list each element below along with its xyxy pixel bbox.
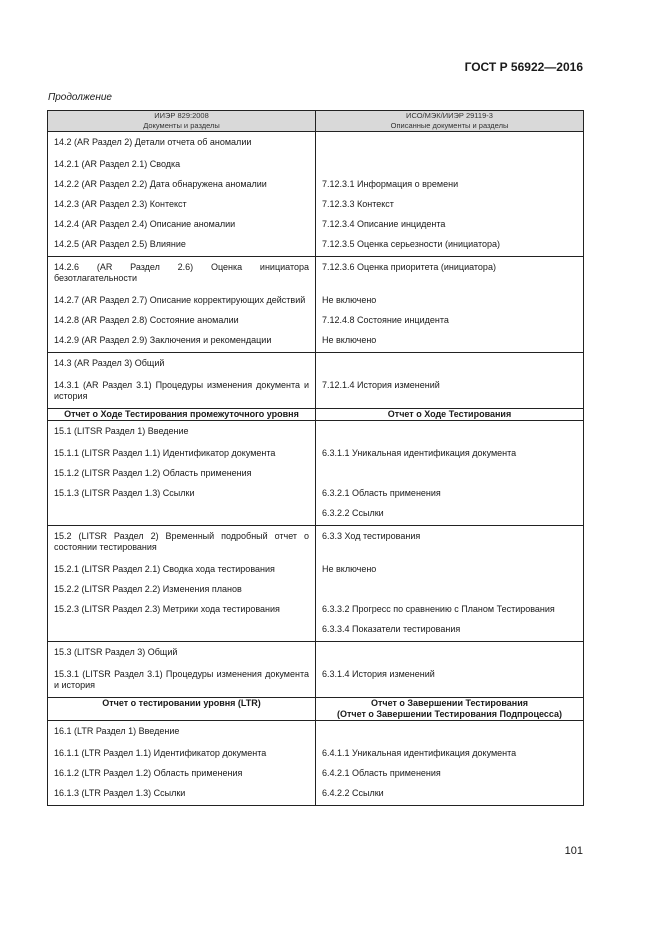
ieee-cell xyxy=(48,642,316,698)
entry: 14.2.5 (AR Раздел 2.5) Влияние xyxy=(54,239,186,249)
entry: 15.1.1 (LITSR Раздел 1.1) Идентификатор документа xyxy=(54,448,276,458)
entry xyxy=(316,642,583,666)
iso-cell xyxy=(316,642,584,698)
column-header-line: Документы и разделы xyxy=(143,121,220,130)
entry: 6.3.3 Ход тестирования xyxy=(322,531,421,541)
entry: 14.2.3 (AR Раздел 2.3) Контекст xyxy=(54,199,187,209)
entry: 6.3.1.1 Уникальная идентификация документа xyxy=(322,448,517,458)
correspondence-table xyxy=(47,110,584,806)
entry: 6.3.3.2 Прогресс по сравнению с Планом Тестирования xyxy=(322,604,555,614)
continuation-label: Продолжение xyxy=(48,92,112,103)
ieee-cell xyxy=(48,526,316,642)
section-heading: Отчет о Завершении Тестирования xyxy=(370,698,528,708)
ieee-cell xyxy=(48,132,316,257)
table-header-row xyxy=(48,111,584,132)
column-header-ieee xyxy=(48,111,316,132)
entry xyxy=(48,505,315,525)
entry: 6.3.1.4 История изменений xyxy=(322,669,435,679)
entry: 14.2.4 (AR Раздел 2.4) Описание аномалии xyxy=(54,219,236,229)
entry: 15.1.3 (LITSR Раздел 1.3) Ссылки xyxy=(54,488,195,498)
entry: 15.2.1 (LITSR Раздел 2.1) Сводка хода тестирования xyxy=(54,564,275,574)
entry: 6.3.2.2 Ссылки xyxy=(322,508,384,518)
entry: 15.1 (LITSR Раздел 1) Введение xyxy=(54,426,189,436)
entry: Не включено xyxy=(322,564,377,574)
ieee-cell xyxy=(48,721,316,806)
entry: 7.12.3.4 Описание инцидента xyxy=(322,219,446,229)
table-row xyxy=(48,257,584,353)
entry: 16.1.1 (LTR Раздел 1.1) Идентификатор документа xyxy=(54,748,267,758)
ieee-cell xyxy=(48,353,316,409)
entry: 7.12.4.8 Состояние инцидента xyxy=(322,315,449,325)
page-number: 101 xyxy=(564,845,583,857)
entry: Не включено xyxy=(322,335,377,345)
ieee-cell xyxy=(48,698,316,721)
entry: 15.3.1 (LITSR Раздел 3.1) Процедуры изменения документа и история xyxy=(54,669,309,690)
table-row xyxy=(48,421,584,526)
entry: 6.3.2.1 Область применения xyxy=(322,488,441,498)
ieee-cell xyxy=(48,409,316,421)
entry: 15.2.3 (LITSR Раздел 2.3) Метрики хода тестирования xyxy=(54,604,280,614)
entry: 16.1.3 (LTR Раздел 1.3) Ссылки xyxy=(54,788,186,798)
entry: 6.4.1.1 Уникальная идентификация документа xyxy=(322,748,517,758)
entry: 7.12.1.4 История изменений xyxy=(322,380,440,390)
entry xyxy=(316,156,583,176)
entry: 15.2 (LITSR Раздел 2) Временный подробный отчет о состоянии тестирования xyxy=(54,531,309,552)
iso-cell xyxy=(316,409,584,421)
entry xyxy=(316,581,583,601)
section-heading: Отчет о Ходе Тестирования xyxy=(387,409,512,419)
table-body xyxy=(48,132,584,806)
table-row xyxy=(48,353,584,409)
entry: 14.2.2 (AR Раздел 2.2) Дата обнаружена аномалии xyxy=(54,179,267,189)
section-heading: Отчет о тестировании уровня (LTR) xyxy=(102,698,261,708)
ieee-cell xyxy=(48,421,316,526)
section-heading: Отчет о Ходе Тестирования промежуточного уровня xyxy=(64,409,299,419)
section-heading-row xyxy=(48,698,584,721)
column-header-line: ИСО/МЭК/ИИЭР 29119-3 xyxy=(406,111,493,120)
entry: 7.12.3.5 Оценка серьезности (инициатора) xyxy=(322,239,501,249)
entry: 7.12.3.1 Информация о времени xyxy=(322,179,459,189)
entry: 16.1 (LTR Раздел 1) Введение xyxy=(54,726,180,736)
entry: 7.12.3.3 Контекст xyxy=(322,199,394,209)
iso-cell xyxy=(316,132,584,257)
entry: 14.2.6 (AR Раздел 2.6) Оценка инициатора безотлагательности xyxy=(54,262,309,283)
ieee-cell xyxy=(48,257,316,353)
entry: 6.4.2.2 Ссылки xyxy=(322,788,384,798)
table-row xyxy=(48,526,584,642)
entry: 6.4.2.1 Область применения xyxy=(322,768,441,778)
iso-cell xyxy=(316,421,584,526)
iso-cell xyxy=(316,698,584,721)
section-heading-row xyxy=(48,409,584,421)
iso-cell xyxy=(316,526,584,642)
entry: 14.2.7 (AR Раздел 2.7) Описание корректирующих действий xyxy=(54,295,306,305)
table-row xyxy=(48,642,584,698)
iso-cell xyxy=(316,353,584,409)
iso-cell xyxy=(316,721,584,806)
entry: 7.12.3.6 Оценка приоритета (инициатора) xyxy=(322,262,496,272)
entry xyxy=(316,721,583,745)
entry: 15.2.2 (LITSR Раздел 2.2) Изменения планов xyxy=(54,584,242,594)
entry xyxy=(48,621,315,641)
entry: 16.1.2 (LTR Раздел 1.2) Область применения xyxy=(54,768,243,778)
section-heading: (Отчет о Завершении Тестирования Подпроцесса) xyxy=(336,709,563,719)
column-header-line: ИИЭР 829:2008 xyxy=(154,111,209,120)
entry: 14.2 (AR Раздел 2) Детали отчета об аномалии xyxy=(54,137,252,147)
entry xyxy=(316,465,583,485)
iso-cell xyxy=(316,257,584,353)
document-code: ГОСТ Р 56922—2016 xyxy=(464,60,583,74)
entry: 14.2.8 (AR Раздел 2.8) Состояние аномалии xyxy=(54,315,239,325)
entry: 14.2.1 (AR Раздел 2.1) Сводка xyxy=(54,159,181,169)
entry: 15.3 (LITSR Раздел 3) Общий xyxy=(54,647,178,657)
entry: 14.3 (AR Раздел 3) Общий xyxy=(54,358,165,368)
entry: 6.3.3.4 Показатели тестирования xyxy=(322,624,461,634)
column-header-iso xyxy=(316,111,584,132)
table-row xyxy=(48,721,584,806)
entry xyxy=(316,421,583,445)
entry: Не включено xyxy=(322,295,377,305)
entry xyxy=(316,132,583,156)
entry: 15.1.2 (LITSR Раздел 1.2) Область применения xyxy=(54,468,252,478)
column-header-line: Описанные документы и разделы xyxy=(390,121,509,130)
table-row xyxy=(48,132,584,257)
entry: 14.3.1 (AR Раздел 3.1) Процедуры изменения документа и история xyxy=(54,380,309,401)
entry: 14.2.9 (AR Раздел 2.9) Заключения и рекомендации xyxy=(54,335,272,345)
entry xyxy=(316,353,583,377)
